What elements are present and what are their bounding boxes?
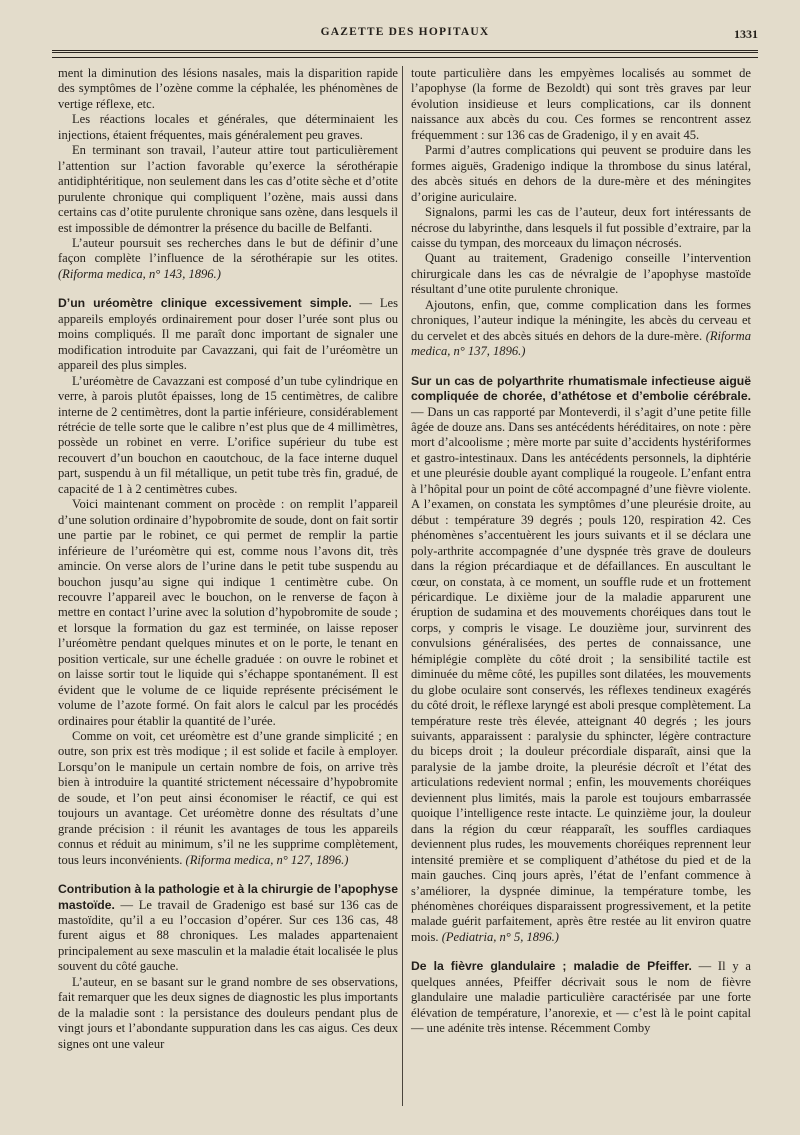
article-polyarthritis — [411, 374, 751, 946]
paragraph: Quant au traitement, Gradenigo conseille l’intervention chirurgicale dans les cas de névralgie de l’apophyse mastoïde résultant d’une otite purulente chronique. — [411, 251, 751, 297]
paragraph: En terminant son travail, l’auteur attire tout particulièrement l’attention sur l’action favorable qu’exerce la sérothérapie antidiphtéritique, non seulement dans les cas d’otite sèche et d’otite purulente chronique qui compliquent l’ozène, mais aussi dans certains cas d’otite purulente chronique sans ozène, dans lesquels il est impossible de démontrer la présence du bacille de Belfanti. — [58, 143, 398, 235]
paragraph: Voici maintenant comment on procède : on remplit l’appareil d’une solution ordinaire d’hypobromite de soude, dont on fait sortir une partie par le robinet, ce qui permet de remplir la partie inférieure de l’uréomètre qui est, comme nous l’avons dit, très amincie. On verse alors de l’urine dans le petit tube suspendu au bouchon jusqu’au signe qui indique 1 centimètre cube. On recouvre l’appareil avec le bouchon, on le renverse de façon à mettre en contact l’urine avec la solution d’hypobromite de soude ; et lorsque la formation du gaz est terminée, on laisse reposer l’uréomètre pendant quelques minutes et on le porte, le tenant en position verticale, sur une échelle graduée : on ouvre le robinet et on laisse sortir tout le liquide qui s’échappe spontanément. Il est évident que le volume de ce liquide représente précisément le volume de l’azote formé. On fait alors le calcul par les procédés ordinaires pour établir la quantité de l’urée. — [58, 497, 398, 728]
article-title: D’un uréomètre clinique excessivement simple. — [58, 296, 352, 311]
running-header — [52, 26, 758, 46]
paragraph-text: Ajoutons, enfin, que, comme complication dans les formes chroniques, l’auteur indique la méningite, les abcès du cerveau et du cervelet et des abcès situés en dehors de la dure-mère. — [411, 297, 751, 343]
paragraph — [411, 298, 751, 360]
paragraph: Signalons, parmi les cas de l’auteur, deux fort intéressants de nécrose du labyrinthe, dans lesquels il fut possible d’extraire, par la caisse du tympan, des morceaux du limaçon nécrosés. — [411, 205, 751, 250]
article-intro: — Il y a quelques années, Pfeiffer décrivait sous le nom de fièvre glandulaire une maladie particulière caractérisée par une forte élévation de température, l’anorexie, et — c’est là le point capital — une adénite très intense. Récemment Comby — [411, 959, 751, 1036]
right-column — [411, 66, 751, 1037]
citation: (Riforma medica, n° 137, 1896.) — [411, 328, 751, 359]
citation: (Riforma medica, n° 143, 1896.) — [58, 266, 221, 281]
paragraph: ment la diminution des lésions nasales, mais la disparition rapide des symptômes de l’ozène comme la céphalée, les phénomènes de vertige réflexe, etc. — [58, 66, 398, 111]
citation: (Pediatria, n° 5, 1896.) — [441, 929, 559, 944]
paragraph: Les réactions locales et générales, que déterminaient les injections, étaient fréquentes, mais généralement peu graves. — [58, 112, 398, 142]
left-column — [58, 66, 398, 1052]
article-intro: — Dans un cas rapporté par Monteverdi, il s’agit d’une petite fille âgée de douze ans. Dans ses antécédents héréditaires, on note : père mort d’alcoolisme ; mère morte par suite d’accidents hystériformes et gastro-intestinaux. Dans les antécédents personnels, la diphtérie et une pleurésie double ayant compliqué la rougeole. L’enfant entra à l’hôpital pour un point de côté accompagné d’une fièvre violente. A l’examen, on constata les symptômes d’une pleurésie droite, au début : température 39 degrés ; pouls 120, respiration 42. Ces phénomènes s’accentuèrent les jours suivants et il se déclara une poly-arthrite accompagnée d’une dyspnée très grave de douleurs dans la région précardiaque et de défaillances. En auscultant le cœur, on constata, à ce moment, un souffle rude et un frottement péricardique. Le dixième jour de la maladie apparurent une éruption de sudamina et des mouvements choréiques dans tout le corps, y compris le visage. Le douzième jour, survinrent des convulsions généralisées, des pertes de connaissance, une hémiplégie complète du côté droit ; la sensibilité tactile est diminuée du même côté, les pupilles sont dilatées, les mouvements du globe oculaire sont conservés, les réflexes tendineux exagérés du côté droit, le réflexe laryngé est aboli presque complètement. La température reste très élevée, atteignant 40 degrés ; les jours suivants, apparaissent : paralysie du sphincter, légère contracture du biceps droit ; la douleur précordiale disparaît, ainsi que la paralysie de la jambe droite, la pleurésie décroît et l’état des articulations redevient normal ; enfin, les mouvements choréiques deviennent plus limités, mais la parole est toujours embarrassée quoique l’intelligence reste intacte. Le quinzième jour, la douleur dans la région du cœur réapparaît, les souffles cardiaques deviennent plus rudes, les mouvements choréiques reprennent leur intensité première et se compliquent d’athétose du pied et de la main gauches. Cinq jours après, l’état de l’enfant commence à s’améliorer, la dyspnée diminue, la température tombe, les phénomènes choréiques disparaissent progressivement, et la petite malade guérit parfaitement, après être restée au lit environ quatre mois. — [411, 404, 751, 944]
journal-title: GAZETTE DES HOPITAUX — [320, 26, 490, 38]
citation: (Riforma medica, n° 127, 1896.) — [185, 852, 349, 867]
paragraph-text: L’auteur poursuit ses recherches dans le but de définir d’une façon complète l’influence de la sérothérapie sur les otites. — [58, 235, 398, 266]
article-urea-meter — [58, 296, 398, 373]
page-number: 1331 — [734, 27, 758, 41]
paragraph: Parmi d’autres complications qui peuvent se produire dans les formes aiguës, Gradenigo indique la thrombose du sinus latéral, des abcès situés en dehors de la dure-mère et des méningites d’origine auriculaire. — [411, 143, 751, 204]
article-intro: — Les appareils employés ordinairement pour doser l’urée sont plus ou moins compliqués. Il me paraît donc important de signaler une modification introduite par Cavazzani, qui fait de l’uréomètre un appareil des plus simples. — [58, 296, 399, 373]
column-divider — [402, 66, 403, 1106]
article-mastoid — [58, 882, 398, 975]
paragraph-text: Comme on voit, cet uréomètre est d’une grande simplicité ; en outre, son prix est très modique ; il est solide et facile à employer. Lorsqu’on le manipule un certain nombre de fois, on arrive très bien à introduire la quantité strictement nécessaire d’hypobromite de soude, et l’on peut ainsi économiser le réactif, ce qui est toujours un avantage. Cet uréomètre donne des résultats d’une grande précision : il réunit les avantages de tous les appareils connus et réduit au minimum, s’il ne les supprime complètement, tous leurs inconvénients. — [58, 729, 398, 867]
header-rule — [52, 50, 758, 58]
article-glandular-fever — [411, 959, 751, 1036]
article-title: Contribution à la pathologie et à la chirurgie de l’apophyse mastoïde. — [58, 882, 398, 912]
paragraph — [58, 729, 398, 868]
article-intro: — Le travail de Gradenigo est basé sur 136 cas de mastoïdite, qu’il a eu l’occasion d’opérer. Sur ces 136 cas, 48 furent aigus et 88 chroniques. Les malades appartenaient principalement au sexe masculin et la maladie était localisée le plus souvent du côté gauche. — [58, 897, 398, 974]
article-title: De la fièvre glandulaire ; maladie de Pfeiffer. — [411, 959, 692, 974]
paragraph — [58, 236, 398, 282]
paragraph: L’uréomètre de Cavazzani est composé d’un tube cylindrique en verre, à parois plutôt épaisses, long de 15 centimètres, de calibre interne de 2 centimètres, dont la partie inférieure, considérablement rétrécie de telle sorte que le calibre n’est plus que de 4 millimètres, possède un robinet en verre. L’orifice supérieur du tube est recouvert d’un bouchon en caoutchouc, de la face interne duquel part, suspendu à un fil métallique, un petit tube très fin, gradué, de capacité de 1 à 2 centimètres cubes. — [58, 373, 398, 496]
article-title: Sur un cas de polyarthrite rhumatismale infectieuse aiguë compliquée de chorée, d’athétose et d’embolie cérébrale. — [411, 373, 751, 404]
paragraph: L’auteur, en se basant sur le grand nombre de ses observations, fait remarquer que les deux signes de diagnostic les plus importants de la maladie sont : la persistance des douleurs pendant plus de vingt jours et l’abondante suppuration dans les cas aigus. Ces deux signes ont une valeur — [58, 974, 398, 1051]
paragraph: toute particulière dans les empyèmes localisés au sommet de l’apophyse (la forme de Bezoldt) qui sont très graves par leur évolution insidieuse et leurs complications, car ils donnent naissance aux abcès du cou. Ces formes se rencontrent assez fréquemment : sur 136 cas de Gradenigo, il y en avait 45. — [411, 66, 751, 142]
